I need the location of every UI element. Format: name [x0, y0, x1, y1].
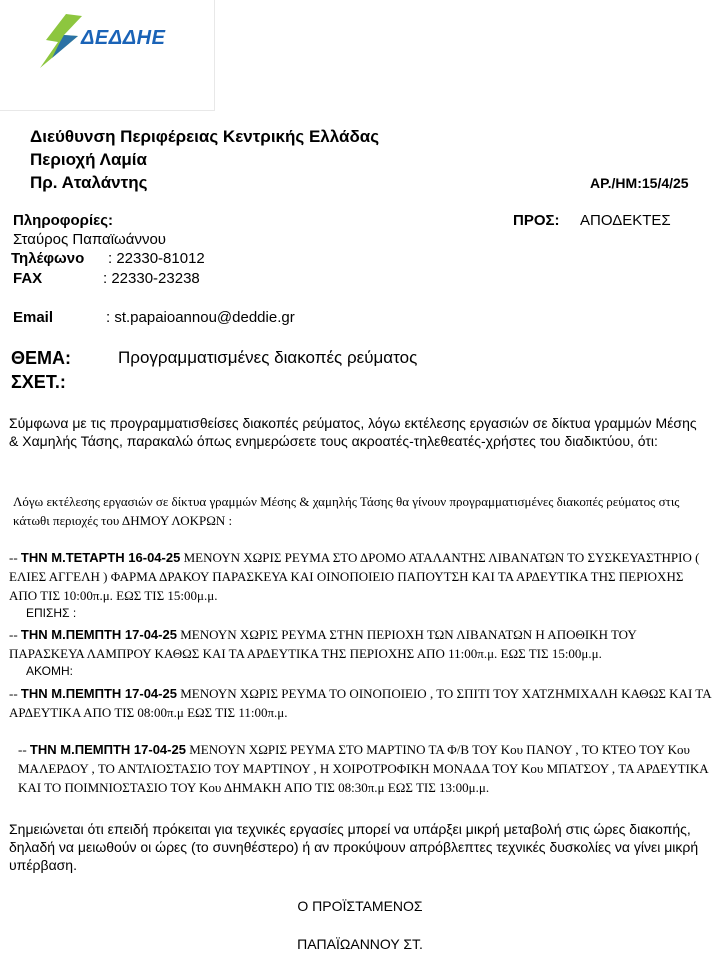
- intro-paragraph: Σύμφωνα με τις προγραμματισθείσες διακοπές ρεύματος, λόγω εκτέλεσης εργασιών σε δίκτυα γραμμών Μέσης & Χαμηλής Τάσης, παρακαλώ όπως ενημερώσετε τους ακροατές-τηλεθεατές-χρήστες του διαδικτύου, ότι:: [9, 415, 697, 449]
- fax-label: FAX: [13, 270, 43, 287]
- note-paragraph: Σημειώνεται ότι επειδή πρόκειται για τεχνικές εργασίες μπορεί να υπάρξει μικρή μεταβολή στις ώρες διακοπής, δηλαδή να μειωθούν οι ώρες (το συνηθέστερο) ή αν προκύψουν απρόβλεπτες τεχνικές δυσκολίες να γίνει μικρή υπέρβαση.: [9, 821, 699, 873]
- outage-item-4: -- ΤΗΝ Μ.ΠΕΜΠΤΗ 17-04-25 ΜΕΝΟΥΝ ΧΩΡΙΣ ΡΕΥΜΑ ΣΤΟ ΜΑΡΤΙΝΟ ΤΑ Φ/Β ΤΟΥ Κου ΠΑΝΟΥ , ΤΟ ΚΤΕΟ ΤΟΥ Κου ΜΑΛΕΡΔΟΥ , ΤΟ ΑΝΤΛΙΟΣΤΑΣΙΟ ΤΟΥ ΜΑΡΤΙΝΟΥ , Η ΧΟΙΡΟΤΡΟΦΙΚΗ ΜΟΝΑΔΑ ΤΟΥ Κου ΜΠΑΤΣΟΥ , ΤΑ ΑΡΔΕΥΤΙΚΑ ΚΑΙ ΤΟ ΠΟΙΜΝΙΟΣΤΑΣΙΟ ΤΟΥ Κου ΔΗΜΑΚΗ ΑΠΟ ΤΙΣ 08:30π.μ ΕΩΣ ΤΙΣ 13:00μ.μ.: [18, 742, 708, 795]
- also-label: ΕΠΙΣΗΣ :: [26, 606, 77, 620]
- header-region: Περιοχή Λαμία: [30, 150, 147, 169]
- signature-name: ΠΑΠΑΪΩΑΝΝΟΥ ΣΤ.: [297, 936, 423, 952]
- announcement-paragraph: Λόγω εκτέλεσης εργασιών σε δίκτυα γραμμών Μέσης & χαμηλής Τάσης θα γίνουν προγραμματισμένες διακοπές ρεύματος στις κάτωθι περιοχές του ΔΗΜΟΥ ΛΟΚΡΩΝ :: [13, 494, 680, 528]
- outage-item-1: -- ΤΗΝ Μ.ΤΕΤΑΡΤΗ 16-04-25 ΜΕΝΟΥΝ ΧΩΡΙΣ ΡΕΥΜΑ ΣΤΟ ΔΡΟΜΟ ΑΤΑΛΑΝΤΗΣ ΛΙΒΑΝΑΤΩΝ ΤΟ ΣΥΣΚΕΥΑΣΤΗΡΙΟ ( ΕΛΙΕΣ ΑΓΓΕΛΗ ) ΦΑΡΜΑ ΔΡΑΚΟΥ ΠΑΡΑΣΚΕΥΑ ΚΑΙ ΟΙΝΟΠΟΙΕΙΟ ΠΑΠΟΥΤΣΗ ΚΑΙ ΤΑ ΑΡΔΕΥΤΙΚΑ ΤΗΣ ΠΕΡΙΟΧΗΣ ΑΠΟ ΤΙΣ 10:00π.μ. ΕΩΣ ΤΙΣ 15:00μ.μ.: [9, 550, 700, 603]
- reference-label: ΣΧΕΤ.:: [11, 372, 66, 392]
- contact-name: Σταύρος Παπαϊωάννου: [13, 231, 166, 248]
- outage-date-3: ΤΗΝ Μ.ΠΕΜΠΤΗ 17-04-25: [20, 686, 177, 701]
- outage-item-2: -- ΤΗΝ Μ.ΠΕΜΠΤΗ 17-04-25 ΜΕΝΟΥΝ ΧΩΡΙΣ ΡΕΥΜΑ ΣΤΗΝ ΠΕΡΙΟΧΗ ΤΩΝ ΛΙΒΑΝΑΤΩΝ Η ΑΠΟΘΙΚΗ ΤΟΥ ΠΑΡΑΣΚΕΥΑ ΛΑΜΠΡΟΥ ΚΑΘΩΣ ΚΑΙ ΤΑ ΑΡΔΕΥΤΙΚΑ ΤΗΣ ΠΕΡΙΟΧΗΣ ΑΠΟ 11:00π.μ. ΕΩΣ ΤΙΣ 15:00μ.μ.: [9, 627, 637, 661]
- outage-item-3: -- ΤΗΝ Μ.ΠΕΜΠΤΗ 17-04-25 ΜΕΝΟΥΝ ΧΩΡΙΣ ΡΕΥΜΑ ΤΟ ΟΙΝΟΠΟΙΕΙΟ , ΤΟ ΣΠΙΤΙ ΤΟΥ ΧΑΤΖΗΜΙΧΑΛΗ ΚΑΘΩΣ ΚΑΙ ΤΑ ΑΡΔΕΥΤΙΚΑ ΑΠΟ ΤΙΣ 08:00π.μ ΕΩΣ ΤΙΣ 11:00π.μ.: [9, 686, 711, 720]
- subject-value: Προγραμματισμένες διακοπές ρεύματος: [118, 348, 418, 367]
- reference-number: ΑΡ./ΗΜ:15/4/25: [590, 175, 689, 191]
- more-label: ΑΚΟΜΗ:: [26, 664, 73, 678]
- signature-title: Ο ΠΡΟΪΣΤΑΜΕΝΟΣ: [297, 898, 423, 914]
- email-label: Email: [13, 309, 54, 326]
- phone-label: Τηλέφωνο: [11, 250, 85, 267]
- outage-date-2: ΤΗΝ Μ.ΠΕΜΠΤΗ 17-04-25: [20, 627, 177, 642]
- header-office: Πρ. Αταλάντης: [30, 173, 148, 192]
- lightning-logo-icon: [38, 14, 86, 70]
- subject-label: ΘΕΜΑ:: [11, 348, 71, 368]
- info-label: Πληροφορίες:: [13, 212, 114, 229]
- phone-value: : 22330-81012: [108, 250, 205, 267]
- outage-date-4: ΤΗΝ Μ.ΠΕΜΠΤΗ 17-04-25: [29, 742, 186, 757]
- header-division: Διεύθυνση Περιφέρειας Κεντρικής Ελλάδας: [30, 127, 380, 146]
- to-label: ΠΡΟΣ:: [513, 212, 560, 229]
- logo-text: ΔΕΔΔΗΕ: [81, 27, 166, 49]
- to-value: ΑΠΟΔΕΚΤΕΣ: [580, 212, 671, 229]
- fax-value: : 22330-23238: [103, 270, 200, 287]
- logo-area: [0, 0, 215, 111]
- email-value[interactable]: : st.papaioannou@deddie.gr: [106, 309, 295, 326]
- outage-date-1: ΤΗΝ Μ.ΤΕΤΑΡΤΗ 16-04-25: [20, 550, 181, 565]
